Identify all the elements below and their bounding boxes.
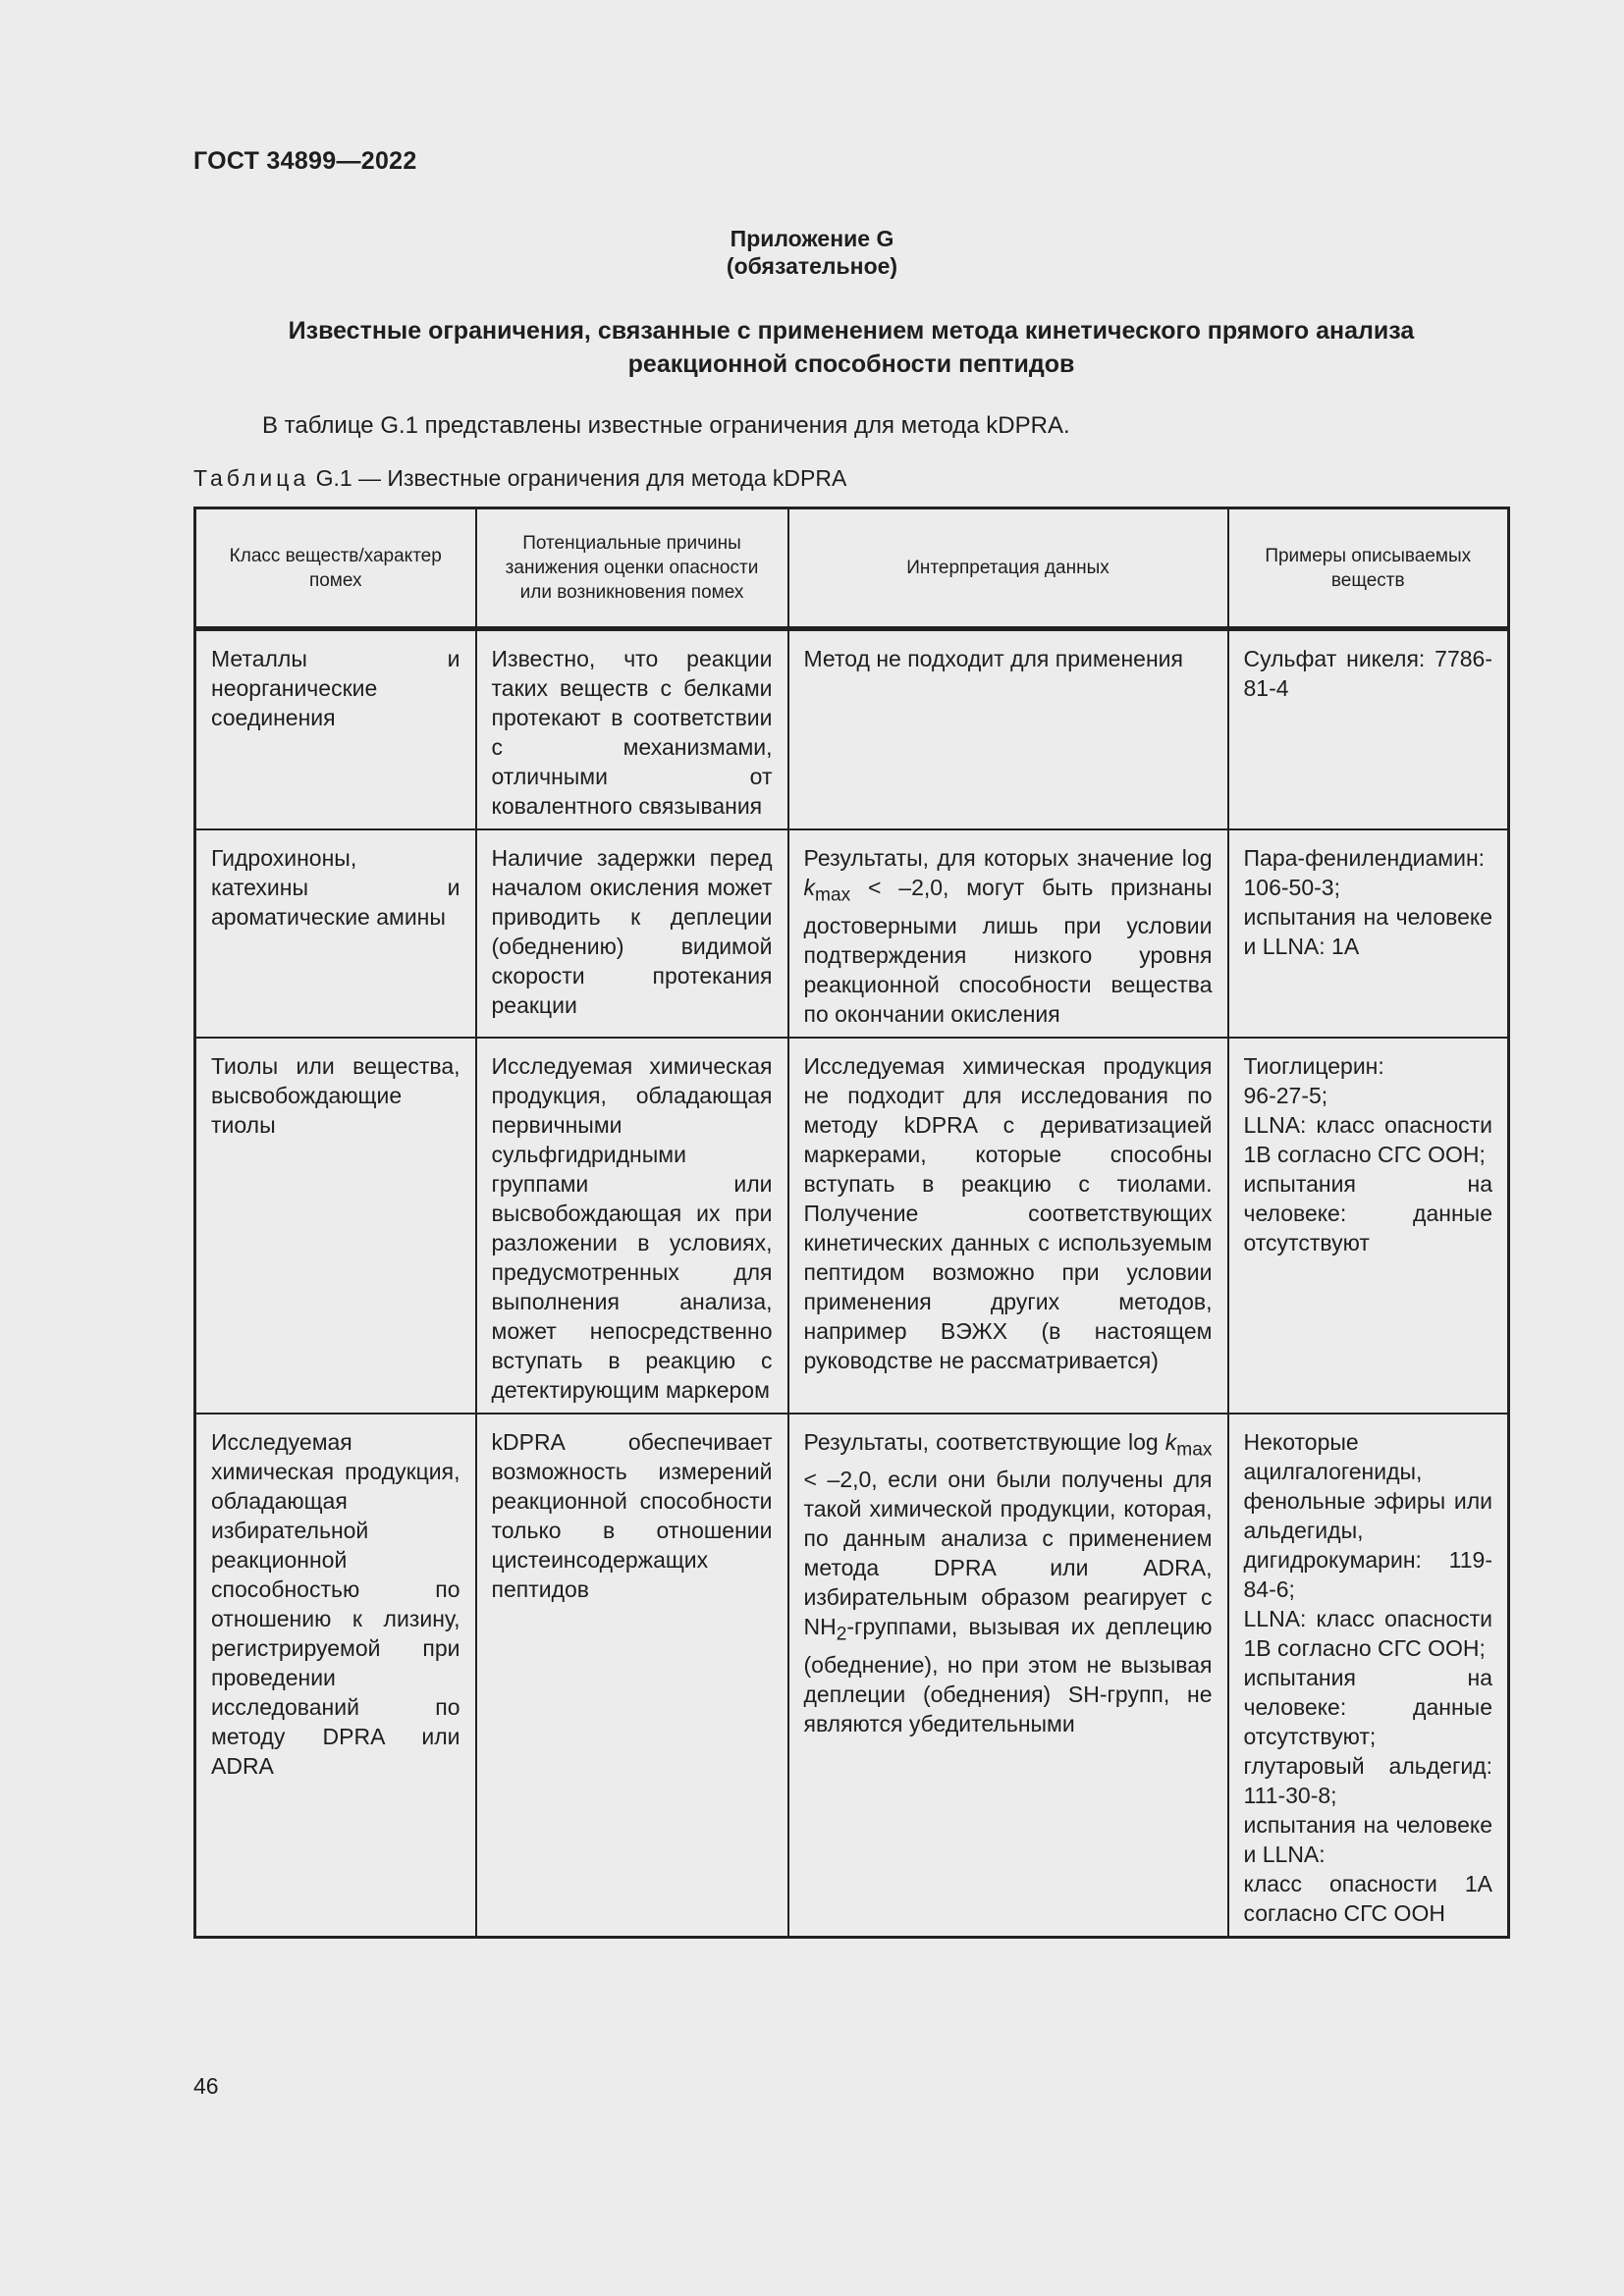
- k-symbol: k: [1164, 1428, 1177, 1455]
- cell-examples: [1228, 829, 1509, 1038]
- annex-label: Приложение G: [730, 226, 894, 251]
- example-line: испытания на человеке: данные отсутствуют: [1243, 1170, 1492, 1255]
- cell-examples: [1228, 629, 1509, 830]
- example-line: испытания на человеке и LLNA: 1A: [1243, 904, 1492, 959]
- example-line: испытания на человеке: данные отсутствуют;: [1243, 1664, 1492, 1749]
- cell-causes: Известно, что реакции таких веществ с белками протекают в соответствии с механизмами, отличными от ковалентного связывания: [476, 629, 788, 830]
- cell-causes: Исследуемая химическая продукция, обладающая первичными сульфгидридными группами или высвобождающая их при разложении в условиях, предусмотренных для выполнения анализа, может непосредственно вступать в реакцию с детектирующим маркером: [476, 1038, 788, 1414]
- column-header: Примеры описываемых веществ: [1228, 508, 1509, 629]
- cell-class: Гидрохиноны, катехины и ароматические амины: [195, 829, 476, 1038]
- annex-title: [177, 314, 1526, 381]
- nh-subscript: 2: [836, 1624, 847, 1645]
- page-number: 46: [193, 2073, 219, 2099]
- example-line: Сульфат никеля: 7786-81-4: [1243, 646, 1492, 701]
- interp-text-post: < –2,0, могут быть признаны достоверными лишь при условии подтверждения низкого уровня реакционной способности вещества по окончании окисления: [803, 875, 1213, 1027]
- example-line: глутаровый альдегид: 111-30-8;: [1243, 1752, 1492, 1808]
- annex-heading: [0, 225, 1624, 280]
- column-header: Класс веществ/характер помех: [195, 508, 476, 629]
- table-header-row: [195, 508, 1509, 629]
- cell-class: Исследуемая химическая продукция, обладающая избирательной реакционной способностью по отношению к лизину, регистрируемой при проведении исследований по методу DPRA или ADRA: [195, 1414, 476, 1938]
- cell-interpretation: Метод не подходит для применения: [788, 629, 1228, 830]
- k-subscript: max: [1176, 1439, 1213, 1461]
- k-subscript: max: [815, 884, 851, 906]
- table-caption-word: Таблица: [193, 465, 310, 491]
- example-line: Некоторые ацилгалогениды, фенольные эфиры или альдегиды, дигидрокумарин: 119-84-6;: [1243, 1428, 1492, 1602]
- table-row: [195, 1038, 1509, 1414]
- interp-text-post: -группами, вызывая их деплецию (обеднение), но при этом не вызывая деплеции (обеднения) SH-групп, не являются убедительными: [803, 1614, 1213, 1736]
- example-line: Пара-фенилендиамин: 106-50-3;: [1243, 845, 1486, 900]
- annex-status: (обязательное): [726, 253, 898, 279]
- table-caption: [193, 465, 846, 492]
- cell-interpretation: Исследуемая химическая продукция не подходит для исследования по методу kDPRA с дериватизацией маркерами, которые способны вступать в реакцию с тиолами. Получение соответствующих кинетических данных с используемым пептидом возможно при условии применения других методов, например ВЭЖХ (в настоящем руководстве не рассматривается): [788, 1038, 1228, 1414]
- example-line: LLNA: класс опасности 1B согласно СГС ООН;: [1243, 1605, 1492, 1661]
- example-line: LLNA: класс опасности 1B согласно СГС ООН;: [1243, 1111, 1492, 1167]
- column-header: Потенциальные причины занижения оценки опасности или возникновения помех: [476, 508, 788, 629]
- cell-interpretation: [788, 1414, 1228, 1938]
- interp-text-pre: Результаты, соответствующие log: [803, 1428, 1165, 1455]
- interp-text-pre: Результаты, для которых значение log: [803, 845, 1213, 871]
- example-line: Тиоглицерин:: [1243, 1052, 1384, 1079]
- document-code: ГОСТ 34899—2022: [193, 147, 417, 175]
- table-row: [195, 829, 1509, 1038]
- cell-causes: Наличие задержки перед началом окисления может приводить к деплеции (обеднению) видимой скорости протекания реакции: [476, 829, 788, 1038]
- limitations-table: [193, 507, 1510, 1939]
- table-row: [195, 1414, 1509, 1938]
- intro-paragraph: В таблице G.1 представлены известные ограничения для метода kDPRA.: [262, 412, 1070, 439]
- table-caption-text: G.1 — Известные ограничения для метода kDPRA: [309, 465, 847, 491]
- annex-title-line-1: Известные ограничения, связанные с применением метода кинетического прямого анализа: [288, 317, 1415, 345]
- cell-interpretation: [788, 829, 1228, 1038]
- example-line: испытания на человеке и LLNA:: [1243, 1811, 1492, 1867]
- table-row: [195, 629, 1509, 830]
- cell-class: Тиолы или вещества, высвобождающие тиолы: [195, 1038, 476, 1414]
- interp-text-mid: < –2,0, если они были получены для такой химической продукции, которая, по данным анализа с применением метода DPRA или ADRA, избирательным образом реагирует с NH: [803, 1467, 1213, 1640]
- example-line: 96-27-5;: [1243, 1082, 1328, 1108]
- k-symbol: k: [803, 875, 815, 900]
- annex-title-line-2: реакционной способности пептидов: [627, 350, 1075, 378]
- column-header: Интерпретация данных: [788, 508, 1228, 629]
- cell-examples: [1228, 1414, 1509, 1938]
- cell-causes: kDPRA обеспечивает возможность измерений реакционной способности только в отношении цистеинсодержащих пептидов: [476, 1414, 788, 1938]
- cell-class: Металлы и неорганические соединения: [195, 629, 476, 830]
- example-line: класс опасности 1A согласно СГС ООН: [1243, 1870, 1492, 1926]
- cell-examples: [1228, 1038, 1509, 1414]
